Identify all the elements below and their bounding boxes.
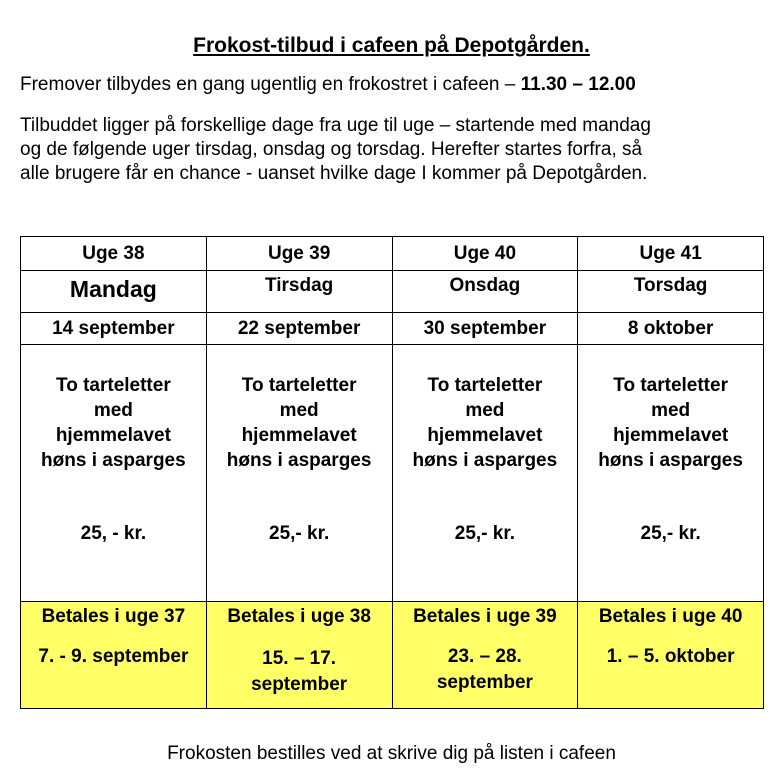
day-cell: Mandag xyxy=(21,271,207,313)
payment-week: Betales i uge 37 xyxy=(41,606,186,627)
menu-cell xyxy=(206,345,392,602)
dish-line: To tarteletter xyxy=(613,375,728,396)
dish-line: med xyxy=(93,400,133,421)
dish-line: med xyxy=(279,400,319,421)
payment-dates xyxy=(207,646,392,698)
week-cell: Uge 40 xyxy=(392,237,578,271)
payment-cell xyxy=(578,602,764,709)
dish-line: høns i asparges xyxy=(226,450,372,471)
dish-line: hjemmelavet xyxy=(55,425,171,446)
payment-dates-line: 15. – 17. xyxy=(262,648,337,669)
payment-row xyxy=(21,602,764,709)
payment-week: Betales i uge 39 xyxy=(413,606,557,627)
dish-line: høns i asparges xyxy=(598,450,743,471)
dish-price: 25,- kr. xyxy=(640,523,701,544)
day-cell: Onsdag xyxy=(392,271,578,313)
week-cell: Uge 39 xyxy=(206,237,392,271)
menu-row xyxy=(21,345,764,602)
menu-cell xyxy=(578,345,764,602)
description-line: Tilbuddet ligger på forskellige dage fra uge til uge – startende med mandag xyxy=(20,115,651,136)
dish-line: hjemmelavet xyxy=(613,425,729,446)
payment-cell xyxy=(392,602,578,709)
dish-description xyxy=(207,373,392,473)
payment-dates-line: september xyxy=(436,672,533,693)
payment-dates xyxy=(21,644,206,670)
lunch-schedule-table xyxy=(20,236,764,709)
payment-dates xyxy=(393,644,578,696)
intro-line xyxy=(20,74,636,96)
dish-price: 25, - kr. xyxy=(80,523,147,544)
day-cell: Tirsdag xyxy=(206,271,392,313)
intro-time: 11.30 – 12.00 xyxy=(520,74,636,95)
date-row xyxy=(21,313,764,345)
week-cell: Uge 41 xyxy=(578,237,764,271)
date-cell: 14 september xyxy=(21,313,207,345)
payment-dates xyxy=(578,644,763,670)
dish-price: 25,- kr. xyxy=(269,523,330,544)
dish-line: hjemmelavet xyxy=(241,425,357,446)
dish-description xyxy=(393,373,578,473)
page-title: Frokost-tilbud i cafeen på Depotgården. xyxy=(193,34,590,57)
payment-dates-line: 7. - 9. september xyxy=(38,646,189,667)
description-paragraph xyxy=(20,114,760,186)
week-cell: Uge 38 xyxy=(21,237,207,271)
payment-dates-line: september xyxy=(251,674,348,695)
dish-description xyxy=(578,373,763,473)
dish-line: To tarteletter xyxy=(427,375,543,396)
week-row xyxy=(21,237,764,271)
dish-line: To tarteletter xyxy=(56,375,171,396)
day-row xyxy=(21,271,764,313)
dish-line: med xyxy=(651,400,691,421)
dish-price: 25,- kr. xyxy=(454,523,515,544)
dish-line: høns i asparges xyxy=(41,450,186,471)
payment-dates-line: 23. – 28. xyxy=(447,646,522,667)
payment-week: Betales i uge 40 xyxy=(598,606,743,627)
date-cell: 22 september xyxy=(206,313,392,345)
date-cell: 8 oktober xyxy=(578,313,764,345)
payment-cell xyxy=(21,602,207,709)
description-line: og de følgende uger tirsdag, onsdag og torsdag. Herefter startes forfra, så xyxy=(20,139,643,160)
payment-cell xyxy=(206,602,392,709)
description-line: alle brugere får en chance - uanset hvilke dage I kommer på Depotgården. xyxy=(20,163,648,184)
dish-line: hjemmelavet xyxy=(427,425,543,446)
date-cell: 30 september xyxy=(392,313,578,345)
day-cell: Torsdag xyxy=(578,271,764,313)
footer-note: Frokosten bestilles ved at skrive dig på listen i cafeen xyxy=(167,743,616,764)
payment-dates-line: 1. – 5. oktober xyxy=(606,646,735,667)
dish-description xyxy=(21,373,206,473)
menu-cell xyxy=(392,345,578,602)
menu-cell xyxy=(21,345,207,602)
payment-week: Betales i uge 38 xyxy=(227,606,371,627)
dish-line: høns i asparges xyxy=(412,450,558,471)
dish-line: med xyxy=(465,400,505,421)
dish-line: To tarteletter xyxy=(241,375,357,396)
intro-text: Fremover tilbydes en gang ugentlig en frokostret i cafeen – xyxy=(20,74,521,95)
